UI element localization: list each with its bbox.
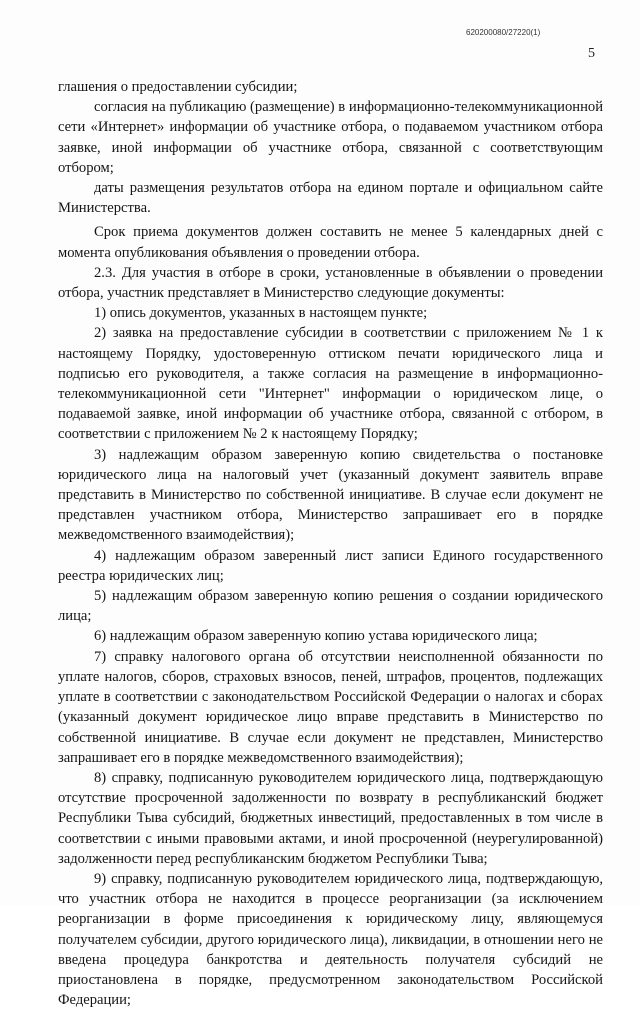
paragraph-consent: согласия на публикацию (размещение) в информационно-телекоммуникационной сети «Интернет» информации об участнике отбора, о подаваемом участником отбора заявке, иной информации об участнике отбора, связанной с соответствующим отбором; <box>58 99 603 176</box>
list-item-1: 1) опись документов, указанных в настоящем пункте; <box>94 305 428 322</box>
list-item-7: 7) справку налогового органа об отсутствии неисполненной обязанности по уплате налогов, сборов, страховых взносов, пеней, штрафов, процентов, подлежащих уплате в соответствии с законодательством Российской Федерации о налогах и сборах (указанный документ юридическое лицо вправе представить в Министерство по собственной инициативе. В случае если документ не представлен, Министерство запрашивает его в порядке межведомственного взаимодействия); <box>58 648 603 766</box>
list-item-8: 8) справку, подписанную руководителем юридического лица, подтверждающую отсутствие просроченной задолженности по возврату в республиканский бюджет Республики Тыва субсидий, бюджетных инвестиций, предоставленных в том числе в соответствии с иными правовыми актами, и иной просроченной (неурегулированной) задолженности перед республиканским бюджетом Республики Тыва; <box>58 769 603 867</box>
list-item-3: 3) надлежащим образом заверенную копию свидетельства о постановке юридического лица на налоговый учет (указанный документ заявитель вправе представить в Министерство по собственной инициативе. В случае если документ не представлен участником отбора, Министерство запрашивает его в порядке межведомственного взаимодействия); <box>58 446 603 544</box>
page-number: 5 <box>588 46 595 61</box>
document-body <box>58 77 603 1010</box>
list-item-5: 5) надлежащим образом заверенную копию решения о создании юридического лица; <box>58 588 603 625</box>
paragraph-submission-term: Срок приема документов должен составить не менее 5 календарных дней с момента опубликования объявления о проведении отбора. <box>58 224 603 261</box>
list-item-4: 4) надлежащим образом заверенный лист записи Единого государственного реестра юридических лиц; <box>58 547 603 584</box>
list-item-2: 2) заявка на предоставление субсидии в соответствии с приложением № 1 к настоящему Порядку, удостоверенную оттиском печати юридического лица и подписью его руководителя, а также согласия на размещение в информационно-телекоммуникационной сети "Интернет" информации о юридическом лице, о подаваемой заявке, иной информации об участнике отбора, связанной с отбором, в соответствии с приложением № 2 к настоящему Порядку; <box>58 325 603 443</box>
list-item-6: 6) надлежащим образом заверенную копию устава юридического лица; <box>94 628 538 645</box>
paragraph-publication-dates: даты размещения результатов отбора на едином портале и официальном сайте Министерства. <box>58 180 603 217</box>
document-code: 620200080/27220(1) <box>466 28 541 37</box>
paragraph-clause-2-3: 2.3. Для участия в отборе в сроки, установленные в объявлении о проведении отбора, участник представляет в Министерство следующие документы: <box>58 264 603 302</box>
list-item-9: 9) справку, подписанную руководителем юридического лица, подтверждающую, что участник отбора не находится в процессе реорганизации (за исключением реорганизации в форме присоединения к юридическому лицу, являющемуся получателем субсидии, другого юридического лица), ликвидации, в отношении него не введена процедура банкротства и деятельность получателя субсидий не приостановлена в порядке, предусмотренном законодательством Российской Федерации; <box>58 870 603 1009</box>
paragraph-continuation: глашения о предоставлении субсидии; <box>58 79 298 95</box>
